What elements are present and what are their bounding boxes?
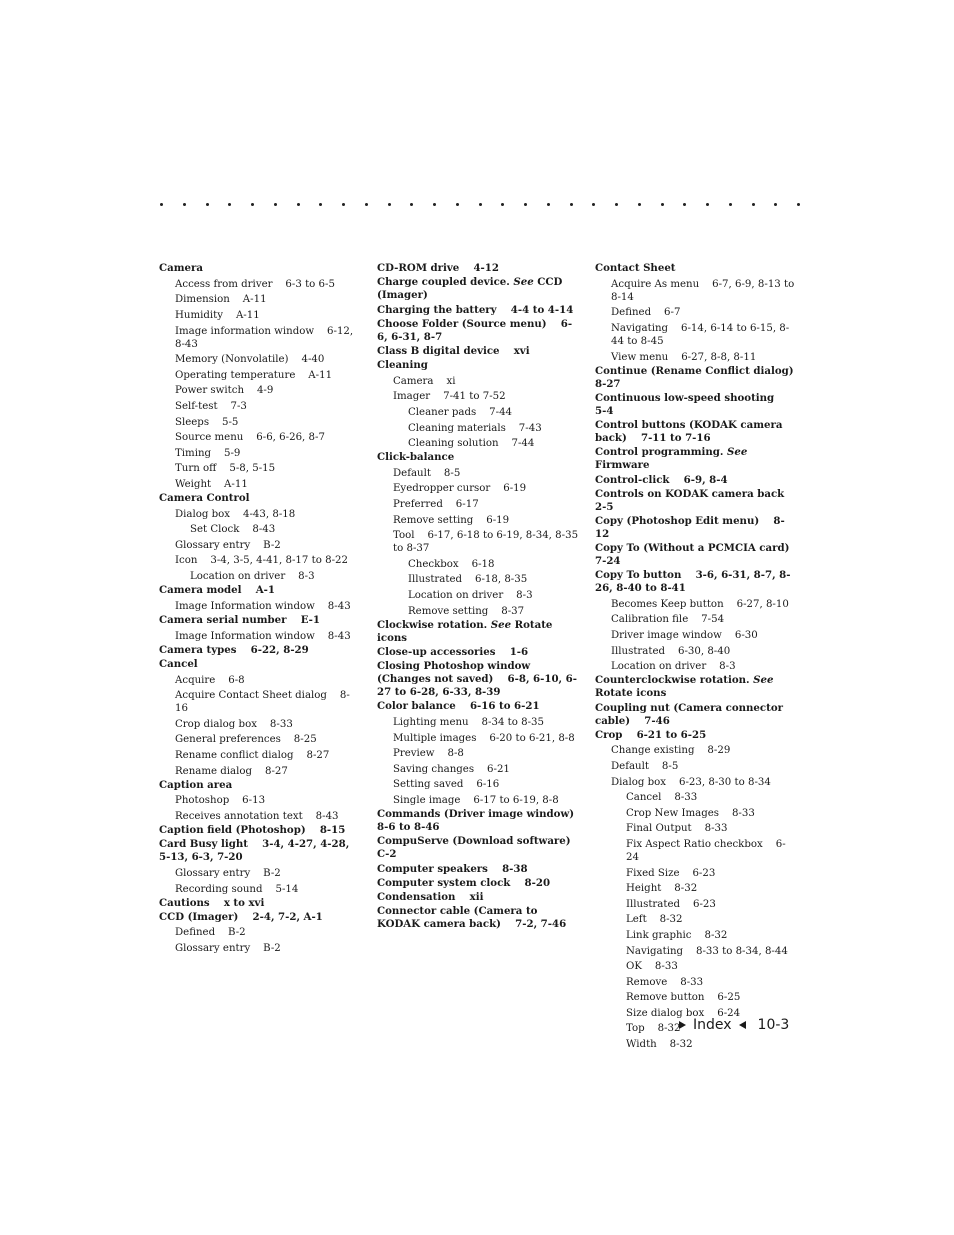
rule-dot: [570, 203, 573, 206]
entry-text: Remove button 6-25: [626, 992, 741, 1004]
entry-text: Continuous low-speed shooting 5-4: [595, 391, 789, 417]
entry-text: Eyedropper cursor 6-19: [393, 483, 527, 495]
entry-text: Operating temperature A-11: [175, 369, 333, 381]
rule-dot: [410, 203, 413, 206]
index-subentry: [159, 674, 354, 687]
index-entry: [595, 364, 808, 391]
index-subentry: [159, 478, 354, 491]
entry-text: Cancel: [159, 658, 198, 670]
entry-text: Recording sound 5-14: [175, 883, 299, 895]
entry-text: Left 8-32: [626, 914, 683, 926]
index-entry: [595, 262, 795, 275]
see-target: CCD (Imager): [377, 276, 566, 302]
entry-text: Memory (Nonvolatile) 4-40: [175, 354, 325, 366]
entry-text: Crop 6-21 to 6-25: [595, 728, 707, 741]
entry-text: Glossary entry B-2: [175, 539, 281, 551]
index-subentry: [159, 570, 354, 583]
index-subentry: [595, 613, 795, 626]
entry-text: Image Information window 8-43: [175, 600, 351, 612]
index-entry: [159, 897, 354, 910]
entry-text: Driver image window 6-30: [611, 630, 758, 642]
entry-text: Acquire Contact Sheet dialog 8-16: [175, 690, 350, 715]
entry-text: Cleaning materials 7-43: [408, 422, 542, 434]
index-subentry: [159, 630, 354, 643]
index-subentry: [595, 660, 795, 673]
index-entry: [595, 542, 804, 568]
index-subentry: [595, 645, 795, 658]
entry-text: Camera: [159, 262, 203, 275]
rule-dot: [456, 203, 459, 206]
rule-dot: [706, 203, 709, 206]
index-entry: [377, 359, 579, 372]
entry-text: Closing Photoshop window (Changes not saved) 6-8, 6-10, 6-27 to 6-28, 6-33, 8-39: [377, 660, 577, 699]
index-entry: [595, 702, 795, 728]
triangle-left-icon: [739, 1021, 746, 1029]
index-subentry: [595, 929, 795, 942]
index-entry: [595, 419, 795, 445]
entry-text: Receives annotation text 8-43: [175, 810, 339, 822]
entry-text: Contact Sheet: [595, 262, 676, 275]
index-entry: [159, 911, 354, 924]
entry-text: CD-ROM drive 4-12: [377, 262, 499, 275]
entry-text: Defined B-2: [175, 927, 246, 939]
index-entry: [377, 660, 579, 699]
index-subentry: [159, 293, 354, 306]
entry-text: Camera xi: [393, 375, 456, 387]
entry-text: Checkbox 6-18: [408, 558, 495, 570]
index-subentry: [159, 689, 354, 715]
index-entry: [159, 584, 354, 597]
index-subentry: [595, 744, 795, 757]
entry-text: Illustrated 6-18, 8-35: [408, 574, 528, 586]
index-subentry: [377, 763, 579, 776]
rule-dot: [615, 203, 618, 206]
index-subentry: [159, 447, 354, 460]
entry-text: Cleaning solution 7-44: [408, 438, 535, 450]
entry-text: Charge coupled device.: [377, 276, 510, 289]
entry-text: Copy To (Without a PCMCIA card) 7-24: [595, 542, 804, 568]
index-subentry: [595, 898, 795, 911]
index-subentry: [377, 716, 579, 729]
entry-text: Timing 5-9: [175, 447, 241, 459]
entry-text: Clockwise rotation.: [377, 618, 488, 631]
index-subentry: [377, 589, 579, 602]
entry-text: Height 8-32: [626, 883, 698, 895]
entry-text: Acquire 6-8: [175, 674, 245, 686]
index-entry: [595, 674, 795, 700]
rule-dot: [206, 203, 209, 206]
entry-text: Access from driver 6-3 to 6-5: [175, 278, 335, 290]
entry-text: Card Busy light 3-4, 4-27, 4-28, 5-13, 6-3, 7-20: [159, 838, 353, 864]
rule-dot: [592, 203, 595, 206]
index-entry: [377, 877, 579, 890]
entry-text: Fix Aspect Ratio checkbox 6-24: [626, 838, 786, 863]
index-entry: [159, 644, 354, 657]
entry-text: Copy To button 3-6, 6-31, 8-7, 8-26, 8-40 to 8-41: [595, 569, 791, 595]
see-reference: See: [513, 276, 534, 289]
index-subentry: [595, 776, 795, 789]
entry-text: OK 8-33: [626, 961, 678, 973]
entry-text: Preview 8-8: [393, 748, 464, 760]
index-entry: [159, 492, 354, 505]
entry-text: View menu 6-27, 8-8, 8-11: [611, 351, 757, 363]
index-subentry: [377, 529, 582, 555]
index-entry: [377, 276, 579, 302]
see-target: Rotate icons: [595, 687, 667, 700]
index-subentry: [595, 760, 795, 773]
index-entry: [377, 835, 585, 861]
index-entry: [595, 392, 795, 418]
rule-dot: [297, 203, 300, 206]
index-entry: [159, 614, 354, 627]
index-subentry: [159, 278, 354, 291]
index-entry: [377, 646, 579, 659]
see-target: Firmware: [595, 459, 650, 472]
rule-dot: [661, 203, 664, 206]
index-subentry: [595, 991, 795, 1004]
index-subentry: [377, 467, 579, 480]
index-subentry: [159, 523, 354, 536]
entry-text: Defined 6-7: [611, 307, 681, 319]
entry-text: Humidity A-11: [175, 309, 260, 321]
entry-text: Single image 6-17 to 6-19, 8-8: [393, 794, 559, 806]
entry-text: Crop dialog box 8-33: [175, 718, 293, 730]
entry-text: Size dialog box 6-24: [626, 1007, 741, 1019]
entry-text: Counterclockwise rotation.: [595, 674, 750, 687]
index-subentry: [159, 926, 354, 939]
index-entry: [595, 515, 795, 541]
index-entry: [377, 891, 579, 904]
entry-text: Rename conflict dialog 8-27: [175, 749, 330, 761]
index-subentry: [377, 778, 579, 791]
entry-text: Rename dialog 8-27: [175, 765, 288, 777]
entry-text: Link graphic 8-32: [626, 929, 728, 941]
index-entry: [377, 304, 579, 317]
index-entry: [377, 318, 579, 344]
index-subentry: [159, 749, 354, 762]
entry-text: Computer system clock 8-20: [377, 876, 551, 889]
index-subentry: [377, 794, 579, 807]
entry-text: Sleeps 5-5: [175, 416, 239, 428]
index-subentry: [377, 422, 579, 435]
index-subentry: [159, 325, 357, 351]
index-subentry: [595, 822, 795, 835]
index-subentry: [377, 482, 579, 495]
index-entry: [377, 905, 579, 931]
index-entry: [377, 345, 579, 358]
index-entry: [159, 824, 354, 837]
index-entry: [159, 838, 354, 864]
index-subentry: [159, 600, 354, 613]
entry-text: Image Information window 8-43: [175, 630, 351, 642]
entry-text: Control programming.: [595, 446, 724, 459]
index-subentry: [595, 867, 795, 880]
index-subentry: [159, 867, 354, 880]
index-subentry: [159, 353, 354, 366]
entry-text: Fixed Size 6-23: [626, 867, 716, 879]
index-subentry: [159, 810, 354, 823]
entry-text: Top 8-32: [626, 1023, 681, 1035]
index-entry: [377, 451, 579, 464]
entry-text: Set Clock 8-43: [190, 524, 276, 536]
index-subentry: [595, 882, 795, 895]
entry-text: Image information window 6-12, 8-43: [175, 325, 357, 350]
index-subentry: [595, 945, 795, 958]
index-entry: [377, 262, 579, 275]
entry-text: Glossary entry B-2: [175, 943, 281, 955]
index-subentry: [595, 306, 795, 319]
rule-dot: [524, 203, 527, 206]
index-subentry: [377, 406, 579, 419]
entry-text: Color balance 6-16 to 6-21: [377, 700, 540, 713]
index-subentry: [377, 514, 579, 527]
entry-text: Navigating 6-14, 6-14 to 6-15, 8-44 to 8-45: [611, 322, 790, 347]
entry-text: Self-test 7-3: [175, 400, 247, 412]
entry-text: Controls on KODAK camera back 2-5: [595, 487, 799, 513]
index-entry: [377, 700, 579, 713]
entry-text: Width 8-32: [626, 1039, 693, 1051]
entry-text: Computer speakers 8-38: [377, 862, 528, 875]
entry-text: Location on driver 8-3: [190, 571, 315, 583]
index-subentry: [159, 369, 354, 382]
entry-text: Cautions x to xvi: [159, 896, 265, 909]
index-subentry: [595, 960, 795, 973]
entry-text: Illustrated 6-23: [626, 898, 716, 910]
entry-text: Close-up accessories 1-6: [377, 646, 529, 658]
rule-dot: [319, 203, 322, 206]
index-subentry: [595, 322, 795, 348]
entry-text: Photoshop 6-13: [175, 795, 266, 807]
index-column-2: [377, 261, 589, 931]
entry-text: Default 8-5: [393, 467, 461, 479]
entry-text: Imager 7-41 to 7-52: [393, 391, 506, 403]
rule-dot: [365, 203, 368, 206]
entry-text: Location on driver 8-3: [408, 590, 533, 602]
index-subentry: [159, 431, 354, 444]
entry-text: Setting saved 6-16: [393, 779, 500, 791]
entry-text: Charging the battery 4-4 to 4-14: [377, 303, 574, 316]
index-subentry: [377, 573, 579, 586]
rule-dot: [433, 203, 436, 206]
entry-text: Saving changes 6-21: [393, 763, 510, 775]
index-subentry: [595, 976, 795, 989]
index-entry: [377, 863, 579, 876]
index-entry: [159, 779, 354, 792]
index-subentry: [377, 558, 579, 571]
index-subentry: [159, 794, 354, 807]
rule-dot: [342, 203, 345, 206]
index-subentry: [595, 278, 798, 304]
index-entry: [595, 446, 795, 472]
index-subentry: [377, 498, 579, 511]
footer-section-label: Index: [693, 1017, 732, 1033]
entry-text: Multiple images 6-20 to 6-21, 8-8: [393, 732, 575, 744]
entry-text: Becomes Keep button 6-27, 8-10: [611, 598, 789, 610]
rule-dot: [547, 203, 550, 206]
index-subentry: [377, 390, 579, 403]
index-subentry: [159, 733, 354, 746]
entry-text: Preferred 6-17: [393, 499, 479, 511]
entry-text: Remove 8-33: [626, 976, 704, 988]
index-subentry: [159, 718, 354, 731]
index-column-1: [159, 261, 357, 955]
entry-text: Acquire As menu 6-7, 6-9, 8-13 to 8-14: [611, 278, 798, 303]
entry-text: Dialog box 6-23, 8-30 to 8-34: [611, 776, 771, 788]
entry-text: Cancel 8-33: [626, 792, 698, 804]
page-footer: [679, 1017, 797, 1033]
index-entry: [377, 619, 579, 645]
entry-text: Remove setting 6-19: [393, 514, 510, 526]
entry-text: Commands (Driver image window) 8-6 to 8-46: [377, 808, 589, 834]
entry-text: Continue (Rename Conflict dialog) 8-27: [595, 364, 808, 390]
rule-dot: [388, 203, 391, 206]
rule-dot: [228, 203, 231, 206]
entry-text: Camera model A-1: [159, 584, 275, 597]
rule-dot: [638, 203, 641, 206]
index-subentry: [377, 605, 579, 618]
entry-text: CCD (Imager) 2-4, 7-2, A-1: [159, 910, 323, 923]
dotted-rule: [160, 203, 800, 206]
entry-text: Change existing 8-29: [611, 745, 731, 757]
triangle-right-icon: [679, 1021, 686, 1029]
index-subentry: [377, 375, 579, 388]
index-subentry: [159, 309, 354, 322]
entry-text: Control-click 6-9, 8-4: [595, 473, 728, 486]
index-entry: [159, 658, 354, 671]
entry-text: Caption area: [159, 778, 233, 791]
index-subentry: [159, 554, 354, 567]
rule-dot: [479, 203, 482, 206]
rule-dot: [729, 203, 732, 206]
index-entry: [377, 808, 589, 834]
entry-text: Location on driver 8-3: [611, 661, 736, 673]
entry-text: Condensation xii: [377, 890, 484, 903]
see-reference: See: [753, 674, 774, 687]
entry-text: Turn off 5-8, 5-15: [175, 463, 276, 475]
entry-text: Remove setting 8-37: [408, 605, 525, 617]
index-subentry: [377, 437, 579, 450]
entry-text: Power switch 4-9: [175, 385, 274, 397]
rule-dot: [683, 203, 686, 206]
rule-dot: [501, 203, 504, 206]
rule-dot: [251, 203, 254, 206]
index-entry: [159, 262, 354, 275]
entry-text: Class B digital device xvi: [377, 344, 530, 357]
index-subentry: [595, 629, 795, 642]
entry-text: Default 8-5: [611, 760, 679, 772]
entry-text: Click-balance: [377, 451, 455, 464]
entry-text: Illustrated 6-30, 8-40: [611, 645, 731, 657]
index-subentry: [159, 384, 354, 397]
index-subentry: [159, 765, 354, 778]
index-subentry: [159, 400, 354, 413]
entry-text: Weight A-11: [175, 478, 248, 490]
index-subentry: [595, 791, 795, 804]
entry-text: Dialog box 4-43, 8-18: [175, 508, 296, 520]
index-subentry: [159, 942, 354, 955]
entry-text: Final Output 8-33: [626, 823, 728, 835]
entry-text: Copy (Photoshop Edit menu) 8-12: [595, 514, 785, 540]
index-subentry: [595, 807, 795, 820]
entry-text: Caption field (Photoshop) 8-15: [159, 824, 346, 837]
entry-text: Calibration file 7-54: [611, 614, 725, 626]
index-subentry: [595, 913, 795, 926]
entry-text: Camera serial number E-1: [159, 614, 320, 627]
entry-text: Cleaning: [377, 359, 428, 372]
entry-text: Cleaner pads 7-44: [408, 406, 513, 418]
index-subentry: [595, 598, 795, 611]
see-reference: See: [490, 618, 512, 631]
rule-dot: [160, 203, 163, 206]
index-subentry: [595, 838, 795, 864]
index-entry: [595, 487, 799, 514]
index-entry: [595, 474, 795, 487]
index-subentry: [377, 747, 579, 760]
index-subentry: [159, 462, 354, 475]
entry-text: Crop New Images 8-33: [626, 807, 755, 819]
entry-text: Tool 6-17, 6-18 to 6-19, 8-34, 8-35 to 8-37: [393, 530, 582, 555]
index-column-3: [595, 261, 808, 1051]
index-subentry: [377, 732, 579, 745]
see-target: Rotate icons: [377, 618, 556, 644]
entry-text: Dimension A-11: [175, 294, 267, 306]
entry-text: Control buttons (KODAK camera back) 7-11 to 7-16: [595, 419, 787, 445]
rule-dot: [774, 203, 777, 206]
entry-text: Icon 3-4, 3-5, 4-41, 8-17 to 8-22: [175, 555, 348, 567]
index-subentry: [159, 539, 354, 552]
entry-text: Navigating 8-33 to 8-34, 8-44: [626, 945, 788, 957]
entry-text: CompuServe (Download software) C-2: [377, 835, 585, 861]
index-subentry: [159, 883, 354, 896]
index-entry: [595, 729, 795, 742]
entry-text: Lighting menu 8-34 to 8-35: [393, 716, 545, 728]
entry-text: Camera Control: [159, 492, 250, 505]
rule-dot: [752, 203, 755, 206]
entry-text: Choose Folder (Source menu) 6-6, 6-31, 8-7: [377, 317, 573, 343]
entry-text: General preferences 8-25: [175, 734, 317, 746]
entry-text: Camera types 6-22, 8-29: [159, 643, 309, 656]
rule-dot: [797, 203, 800, 206]
index-entry: [595, 569, 795, 595]
page-number: 10-3: [757, 1017, 790, 1033]
entry-text: Connector cable (Camera to KODAK camera back) 7-2, 7-46: [377, 905, 567, 931]
see-reference: See: [727, 446, 748, 459]
entry-text: Glossary entry B-2: [175, 867, 281, 879]
index-subentry: [595, 351, 795, 364]
index-subentry: [159, 416, 354, 429]
rule-dot: [274, 203, 277, 206]
entry-text: Source menu 6-6, 6-26, 8-7: [175, 432, 325, 444]
entry-text: Coupling nut (Camera connector cable) 7-46: [595, 701, 787, 727]
rule-dot: [183, 203, 186, 206]
index-subentry: [595, 1038, 795, 1051]
index-subentry: [159, 508, 354, 521]
